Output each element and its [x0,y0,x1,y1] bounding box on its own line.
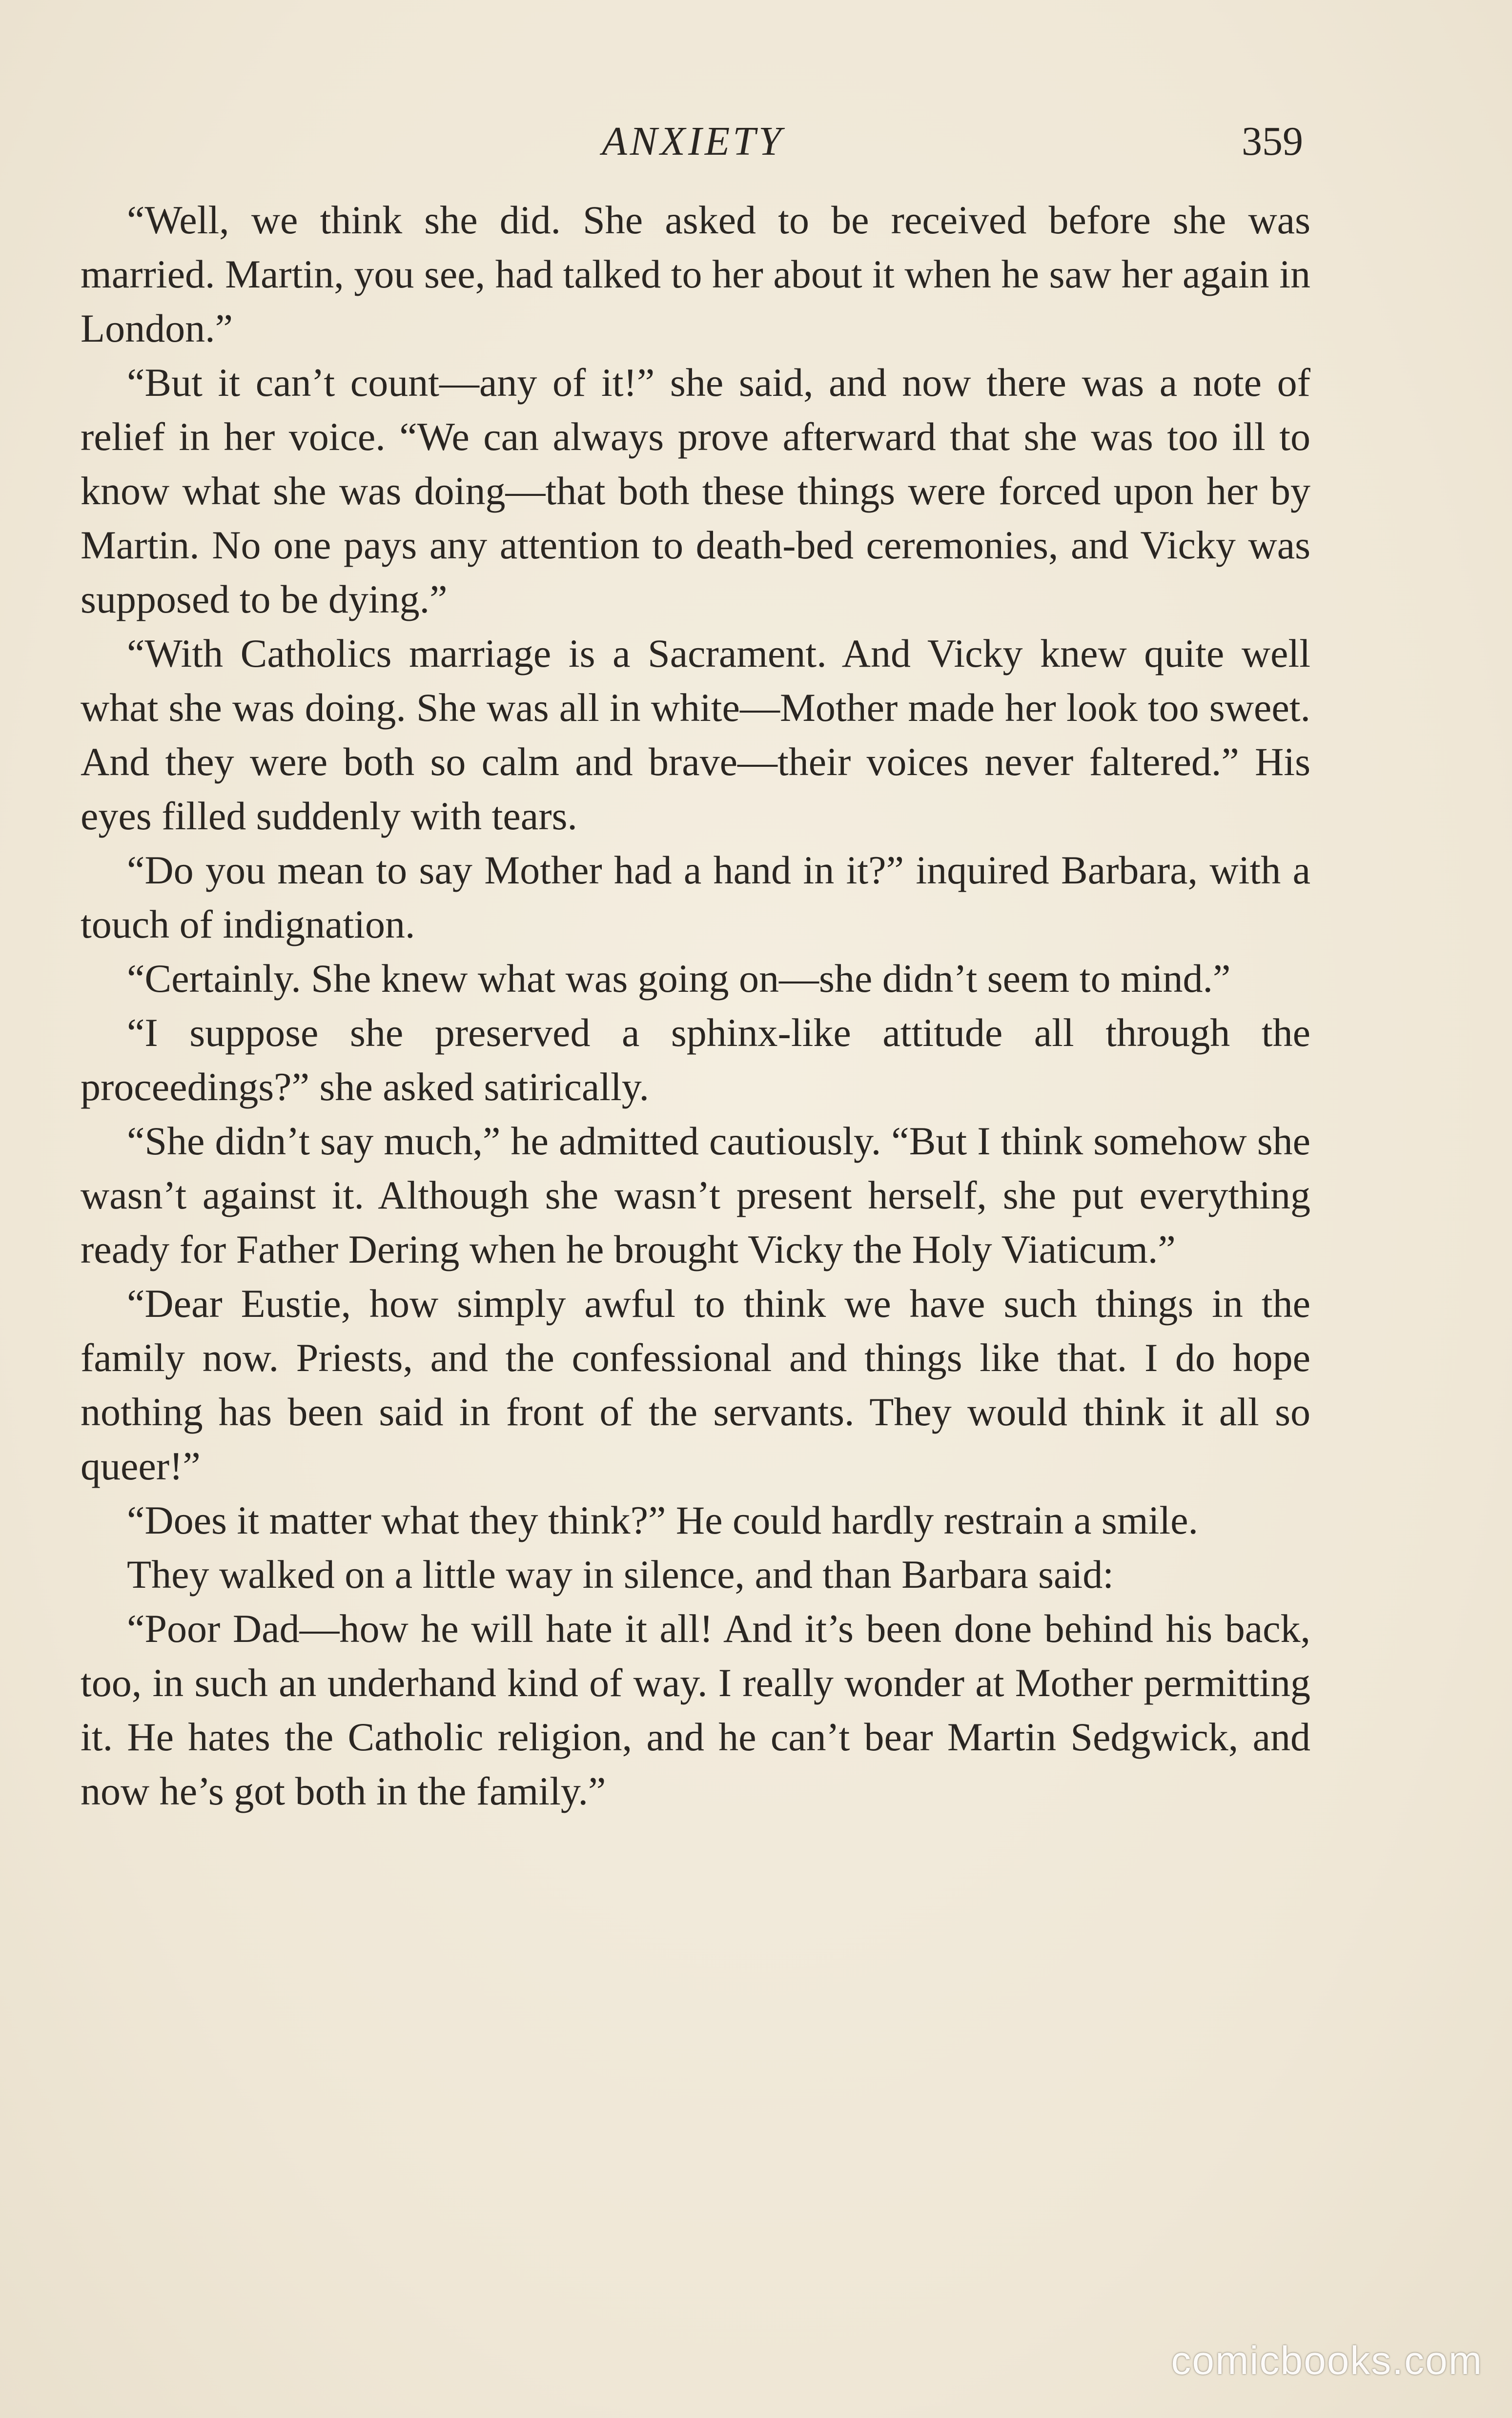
paragraph: “Certainly. She knew what was going on—she didn’t seem to mind.” [127,956,1231,1001]
page-number: 359 [1242,119,1303,164]
paragraph: “Well, we think she did. She asked to be received before she was married. Martin, you see, had talked to her about it when he saw her again in London.” [81,198,1310,350]
paragraph: “Do you mean to say Mother had a hand in it?” inquired Barbara, with a touch of indignation. [81,848,1310,946]
running-title: ANXIETY [602,119,784,164]
paragraph: “She didn’t say much,” he admitted cautiously. “But I think somehow she wasn’t against it. Although she wasn’t present herself, she put everything ready for Father Dering when he brought Vicky the Holy Viaticum.” [81,1119,1310,1271]
paragraph: They walked on a little way in silence, and than Barbara said: [127,1552,1114,1597]
paragraph: “Poor Dad—how he will hate it all! And it’s been done behind his back, too, in such an underhand kind of way. I really wonder at Mother permitting it. He hates the Catholic religion, and he can’t bear Martin Sedgwick, and now he’s got both in the family.” [81,1606,1310,1813]
watermark: comicbooks.com [1171,2338,1483,2383]
paragraph: “With Catholics marriage is a Sacrament. And Vicky knew quite well what she was doing. She was all in white—Mother made her look too sweet. And they were both so calm and brave—their voices never faltered.” His eyes filled suddenly with tears. [81,631,1310,838]
running-head [83,112,1303,171]
body-text [81,193,1310,1818]
paragraph: “I suppose she preserved a sphinx-like attitude all through the proceedings?” she asked satirically. [81,1010,1310,1109]
paragraph: “Dear Eustie, how simply awful to think we have such things in the family now. Priests, and the confessional and things like that. I do hope nothing has been said in front of the servants. They would think it all so queer!” [81,1281,1310,1488]
paragraph: “But it can’t count—any of it!” she said, and now there was a note of relief in her voice. “We can always prove afterward that she was too ill to know what she was doing—that both these things were forced upon her by Martin. No one pays any attention to death-bed ceremonies, and Vicky was supposed to be dying.” [81,360,1310,621]
paragraph: “Does it matter what they think?” He could hardly restrain a smile. [127,1498,1199,1542]
